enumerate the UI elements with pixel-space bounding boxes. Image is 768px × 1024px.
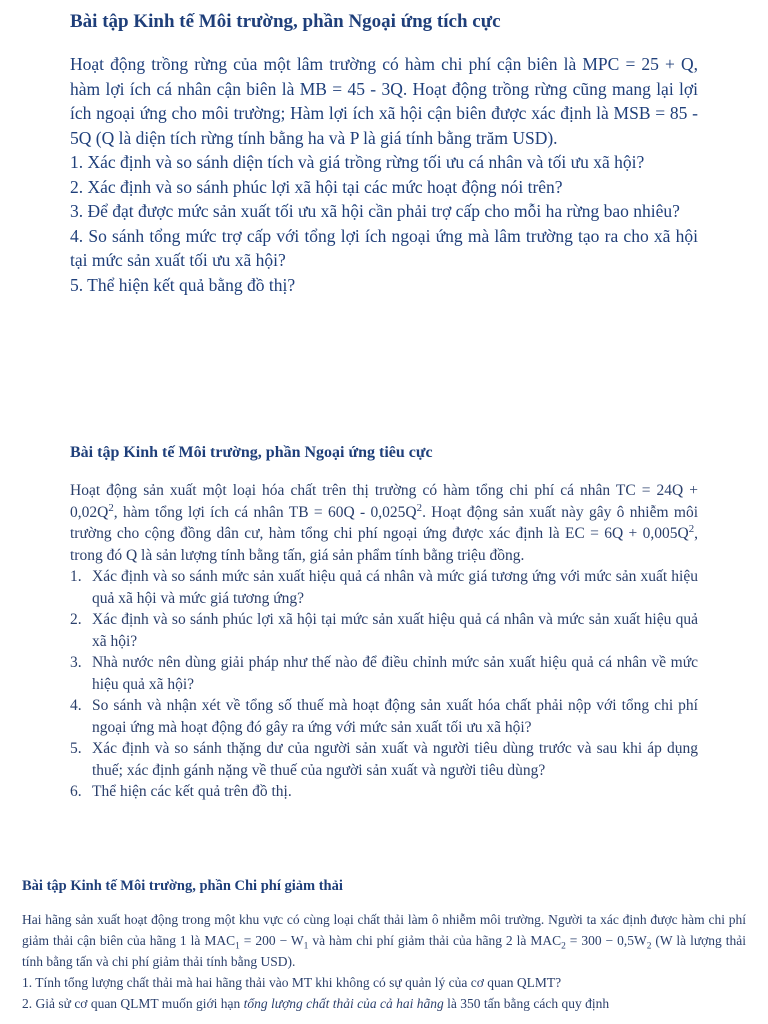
problem-statement: Hoạt động trồng rừng của một lâm trường có hàm chi phí cận biên là MPC = 25 + Q, hàm lợi ích cá nhân cận biên là MB = 45 - 3Q. Hoạt động trồng rừng cũng mang lại lợi ích ngoại ứng cho môi trường; Hàm lợi ích xã hội cận biên được xác định là MSB = 85 - 5Q (Q là diện tích rừng tính bằng ha và P là giá tính bằng trăm USD). [70, 54, 698, 148]
question-item: 3. Nhà nước nên dùng giải pháp như thế nào để điều chỉnh mức sản xuất hiệu quả cá nhân về mức hiệu quả xã hội? [70, 654, 698, 693]
question-item: 2. Xác định và so sánh phúc lợi xã hội tại mức sản xuất hiệu quả cá nhân và mức sản xuất hiệu quả xã hội? [70, 611, 698, 650]
question-item: 5. Xác định và so sánh thặng dư của người sản xuất và người tiêu dùng trước và sau khi áp dụng thuế; xác định gánh nặng về thuế của người sản xuất và người tiêu dùng? [70, 740, 698, 779]
question-item: 2. Xác định và so sánh phúc lợi xã hội tại các mức hoạt động nói trên? [70, 176, 563, 197]
question-item: 6. Thể hiện các kết quả trên đồ thị. [70, 783, 292, 800]
problem-statement: Hai hãng sản xuất hoạt động trong một khu vực có cùng loại chất thải làm ô nhiễm môi trường. Người ta xác định được hàm chi phí giảm thải cận biên của hãng 1 là $MAC_1 = 200 - W_1$ và hàm chi phí giảm thải của hãng 2 là $MAC_2 = 300 - 0,5W_2$ (W là lượng thải tính bằng tấn và chi phí giảm thải tính bằng USD). [22, 912, 746, 969]
question-item: 3. Để đạt được mức sản xuất tối ưu xã hội cần phải trợ cấp cho mỗi ha rừng bao nhiêu? [70, 201, 680, 221]
section-title: Bài tập Kinh tế Môi trường, phần Chi phí giảm thải [22, 878, 343, 894]
question-item: 1. Tính tổng lượng chất thải mà hai hãng thải vào MT khi không có sự quản lý của cơ quan QLMT? [22, 975, 562, 990]
question-item: 4. So sánh và nhận xét về tổng số thuế mà hoạt động sản xuất hóa chất phải nộp với tổng chi phí ngoại ứng mà hoạt động đó gây ra ứng với mức sản xuất tối ưu xã hội? [70, 697, 698, 736]
question-item: 2. Giả sử cơ quan QLMT muốn giới hạn tổng lượng chất thải của cả hai hãng là 350 tấn bằng cách quy định [22, 996, 610, 1011]
question-item: 1. Xác định và so sánh mức sản xuất hiệu quả cá nhân và mức giá tương ứng với mức sản xuất hiệu quả xã hội và mức giá tương ứng? [70, 568, 698, 607]
problem-statement: Hoạt động sản xuất một loại hóa chất trên thị trường có hàm tổng chi phí cá nhân TC = $24Q + 0,02Q^2$, hàm tổng lợi ích cá nhân TB = $60Q - 0,025Q^2$. Hoạt động sản xuất này gây ô nhiễm môi trường cho cộng đồng dân cư, hàm tổng chi phí ngoại ứng được xác định là EC = $6Q + 0,005Q^2$, trong đó Q là sản lượng tính bằng tấn, giá sản phẩm tính bằng triệu đồng. [70, 482, 698, 564]
section-negative-externality [70, 441, 698, 803]
question-item: 1. Xác định và so sánh diện tích và giá trồng rừng tối ưu cá nhân và tối ưu xã hội? [70, 152, 645, 172]
question-list [70, 566, 698, 803]
section-abatement-cost [22, 875, 746, 1014]
section-title: Bài tập Kinh tế Môi trường, phần Ngoại ứng tiêu cực [70, 444, 433, 461]
section-positive-externality [70, 8, 698, 297]
question-item: 5. Thể hiện kết quả bằng đồ thị? [70, 274, 296, 295]
question-item: 4. So sánh tổng mức trợ cấp với tổng lợi ích ngoại ứng mà lâm trường tạo ra cho xã hội tại mức sản xuất tối ưu xã hội? [70, 225, 698, 270]
section-title: Bài tập Kinh tế Môi trường, phần Ngoại ứng tích cực [70, 11, 501, 32]
